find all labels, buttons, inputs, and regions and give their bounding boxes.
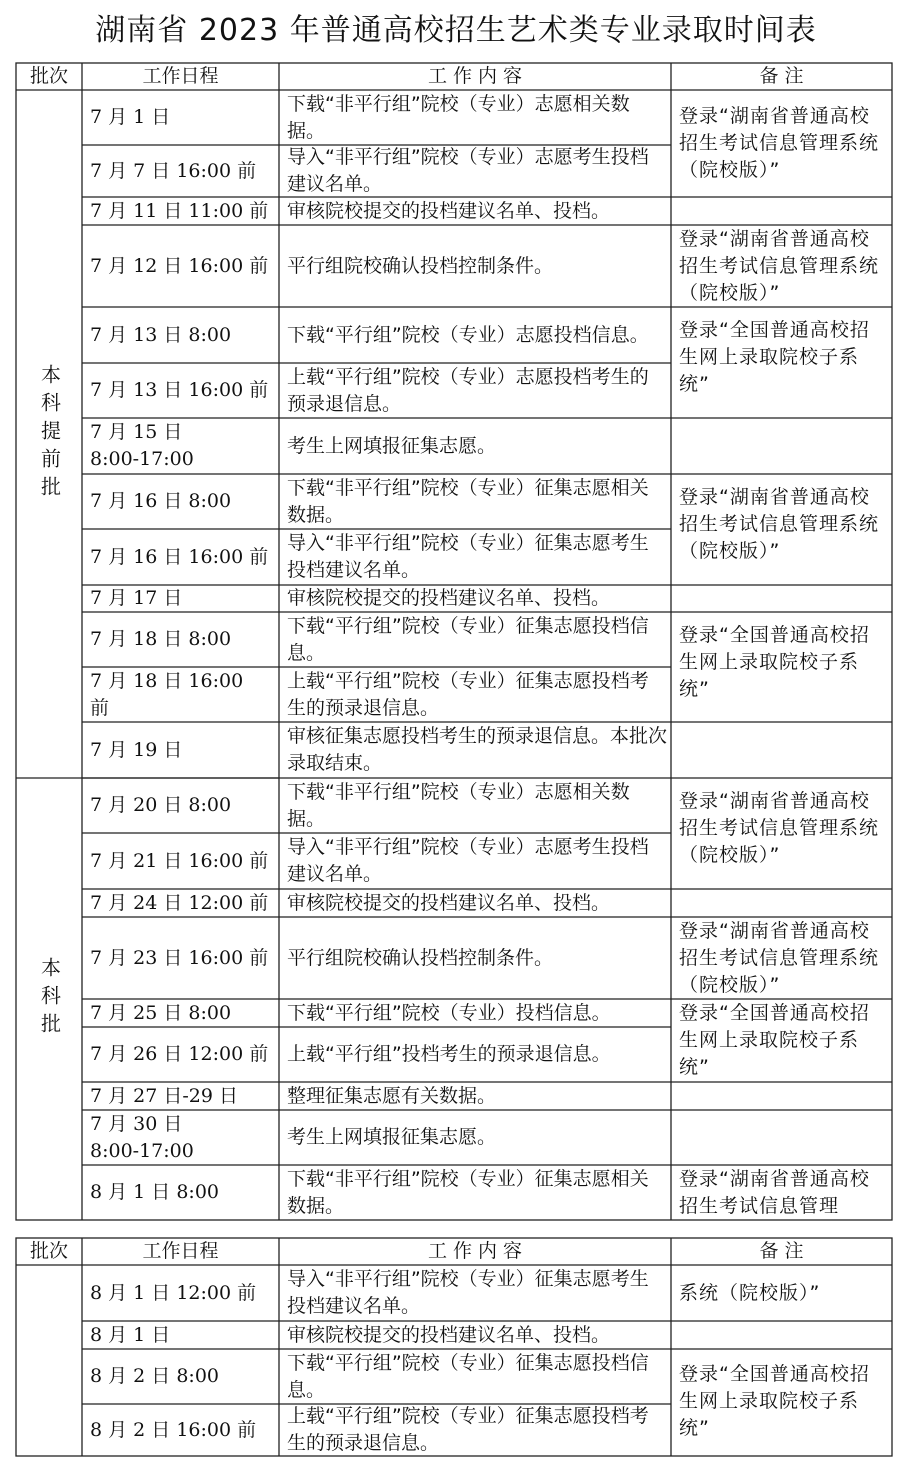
row-content [279,1165,671,1220]
row-content-text: 考生上网填报征集志愿。 [287,434,497,457]
note-text: 登录“湖南省普通高校招生考试信息管理系统（院校版）” [679,790,880,866]
note-cell [671,612,892,722]
header-content: 工 作 内 容 [427,65,523,87]
row-content-text: 审核院校提交的投档建议名单、投档。 [287,1323,611,1346]
row-content [279,1082,671,1110]
row-date: 7 月 13 日 8:00 [90,323,232,346]
header-schedule: 工作日程 [142,1240,219,1262]
note-cell [671,1265,892,1321]
row-content-text: 上载“平行组”院校（专业）征集志愿投档考生的预录退信息。 [287,669,649,719]
note-cell [671,1165,892,1220]
row-content-text: 下载“非平行组”院校（专业）征集志愿相关数据。 [287,1167,649,1217]
row-content-text: 下载“非平行组”院校（专业）志愿相关数据。 [287,780,630,830]
row-date: 7 月 12 日 16:00 前 [90,254,269,277]
row-date: 7 月 19 日 [90,738,183,761]
row-content [279,1110,671,1165]
note-text: 登录“湖南省普通高校招生考试信息管理 [679,1167,870,1217]
row-content-text: 导入“非平行组”院校（专业）征集志愿考生投档建议名单。 [287,1268,649,1317]
note-text: 登录“湖南省普通高校招生考试信息管理系统（院校版）” [679,105,880,181]
row-content [279,197,671,225]
row-date: 7 月 20 日 8:00 [90,794,232,816]
row-content [279,145,671,197]
batch-early: 本科提前批 [37,364,62,504]
note-cell [671,778,892,889]
row-date [82,667,262,722]
note-text: 登录“湖南省普通高校招生考试信息管理系统（院校版）” [679,227,880,304]
row-date: 7 月 25 日 8:00 [90,1001,232,1024]
header-batch: 批次 [29,65,68,87]
row-content [279,722,671,778]
note-cell [671,1349,892,1456]
note-text: 登录“全国普通高校招生网上录取院校子系统” [679,1002,870,1078]
row-date: 7 月 16 日 16:00 前 [90,545,269,568]
row-content [279,612,671,667]
note-text: 系统（院校版）” [679,1281,821,1304]
row-content [279,1349,671,1404]
row-content-text: 下载“平行组”院校（专业）投档信息。 [287,1001,611,1024]
header-batch: 批次 [29,1240,68,1262]
row-date: 7 月 13 日 16:00 前 [90,379,269,401]
note-text: 登录“全国普通高校招生网上录取院校子系统” [679,319,870,395]
row-date: 8 月 1 日 8:00 [90,1181,220,1203]
batch-regular: 本科批 [37,957,62,1041]
note-cell [671,474,892,585]
row-date: 8 月 1 日 [90,1323,171,1346]
row-content [279,778,671,833]
row-date: 7 月 16 日 8:00 [90,490,232,512]
row-date-text: 7 月 18 日 16:00 前 [90,669,244,719]
row-content-text: 上载“平行组”投档考生的预录退信息。 [287,1043,611,1065]
row-date [82,1110,232,1165]
row-content-text: 平行组院校确认投档控制条件。 [287,254,554,277]
note-text: 登录“湖南省普通高校招生考试信息管理系统（院校版）” [679,919,880,996]
row-content [279,889,671,917]
row-content [279,1404,671,1456]
note-text: 登录“全国普通高校招生网上录取院校子系统” [679,624,870,700]
row-content [279,917,671,999]
row-content-text: 导入“非平行组”院校（专业）志愿考生投档建议名单。 [287,146,649,195]
note-text: 登录“全国普通高校招生网上录取院校子系统” [679,1363,870,1439]
row-content [279,1321,671,1349]
row-content-text: 审核征集志愿投档考生的预录退信息。本批次录取结束。 [287,725,668,774]
row-content-text: 导入“非平行组”院校（专业）征集志愿考生投档建议名单。 [287,532,649,581]
row-content-text: 下载“平行组”院校（专业）志愿投档信息。 [287,323,649,346]
row-date-text: 7 月 30 日 8:00-17:00 [90,1112,194,1162]
row-content [279,363,671,418]
note-cell [671,90,892,197]
row-content-text: 考生上网填报征集志愿。 [287,1126,497,1148]
note-text: 登录“湖南省普通高校招生考试信息管理系统（院校版）” [679,486,880,562]
row-content [279,585,671,612]
row-content [279,225,671,307]
row-date: 8 月 2 日 8:00 [90,1365,220,1387]
header-note: 备 注 [759,1240,804,1262]
row-date: 7 月 11 日 11:00 前 [90,199,269,222]
row-content-text: 下载“非平行组”院校（专业）志愿相关数据。 [287,92,630,142]
row-date: 7 月 7 日 16:00 前 [90,159,257,182]
row-content [279,999,671,1027]
row-content [279,833,671,889]
row-content-text: 下载“平行组”院校（专业）征集志愿投档信息。 [287,614,649,664]
row-content [279,307,671,363]
row-date: 7 月 27 日-29 日 [90,1084,239,1107]
note-cell [671,307,892,418]
row-date: 7 月 17 日 [90,587,183,609]
row-date [82,418,232,474]
header-content: 工 作 内 容 [427,1240,523,1262]
row-date: 7 月 26 日 12:00 前 [90,1043,269,1065]
row-content-text: 上载“平行组”院校（专业）志愿投档考生的预录退信息。 [287,365,649,415]
row-content-text: 整理征集志愿有关数据。 [287,1084,497,1107]
row-date: 8 月 2 日 16:00 前 [90,1418,257,1441]
row-date-text: 7 月 15 日 8:00-17:00 [90,421,194,470]
page-title: 湖南省 2023 年普通高校招生艺术类专业录取时间表 [95,13,817,48]
row-date: 7 月 18 日 8:00 [90,628,232,650]
row-date: 8 月 1 日 12:00 前 [90,1281,257,1304]
note-cell [671,917,892,999]
row-content-text: 下载“平行组”院校（专业）征集志愿投档信息。 [287,1351,649,1401]
row-content-text: 审核院校提交的投档建议名单、投档。 [287,587,611,609]
row-content [279,1027,671,1082]
row-content-text: 平行组院校确认投档控制条件。 [287,946,554,969]
row-content-text: 审核院校提交的投档建议名单、投档。 [287,199,611,222]
row-content [279,474,671,529]
row-content-text: 导入“非平行组”院校（专业）志愿考生投档建议名单。 [287,836,649,885]
row-content [279,418,671,474]
header-schedule: 工作日程 [142,65,219,87]
note-cell [671,225,892,307]
row-date: 7 月 21 日 16:00 前 [90,849,269,872]
header-note: 备 注 [759,65,804,87]
row-content [279,1265,671,1321]
row-date: 7 月 23 日 16:00 前 [90,946,269,969]
row-content [279,667,671,722]
row-date: 7 月 1 日 [90,106,171,128]
row-content-text: 审核院校提交的投档建议名单、投档。 [287,891,611,914]
row-content-text: 上载“平行组”院校（专业）征集志愿投档考生的预录退信息。 [287,1405,649,1454]
row-content [279,529,671,585]
note-cell [671,999,892,1082]
row-content-text: 下载“非平行组”院校（专业）征集志愿相关数据。 [287,476,649,526]
row-content [279,90,671,145]
row-date: 7 月 24 日 12:00 前 [90,891,269,914]
